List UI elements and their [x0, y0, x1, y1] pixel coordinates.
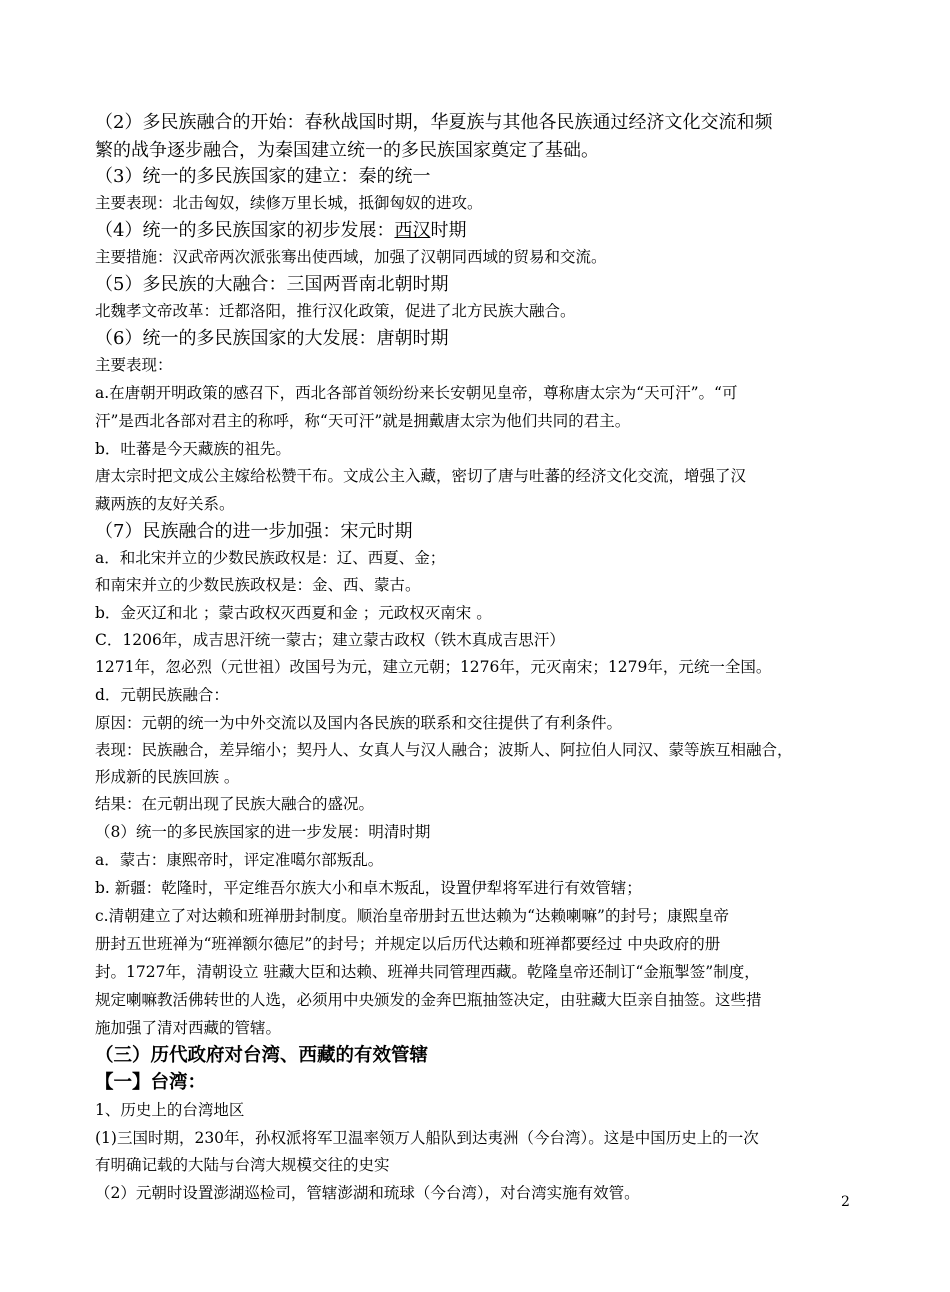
text-line: 繁的战争逐步融合，为秦国建立统一的多民族国家奠定了基础。	[95, 140, 599, 161]
text-line: 和南宋并立的少数民族政权是：金、西、蒙古。	[95, 576, 421, 594]
text-segment: （4）统一的多民族国家的初步发展：	[95, 220, 395, 241]
text-line: a．和北宋并立的少数民族政权是：辽、西夏、金；	[95, 549, 446, 567]
text-line: 原因：元朝的统一为中外交流以及国内各民族的联系和交往提供了有利条件。	[95, 714, 623, 732]
text-line: a.在唐朝开明政策的感召下，西北各部首领纷纷来长安朝见皇帝，尊称唐太宗为“天可汗”。“可	[95, 384, 738, 402]
text-line	[95, 216, 865, 242]
underlined-term: 西汉	[394, 220, 431, 241]
text-line: 结果：在元朝出现了民族大融合的盛况。	[95, 795, 375, 813]
text-line: 1、历史上的台湾地区	[95, 1101, 245, 1119]
text-line: b．金灭辽和北 ；蒙古政权灭西夏和金 ；元政权灭南宋 。	[95, 604, 492, 622]
text-line: （3）统一的多民族国家的建立：秦的统一	[95, 166, 431, 187]
text-line: 规定喇嘛教活佛转世的人选，必须用中央颁发的金奔巴瓶抽签决定，由驻藏大臣亲自抽签。这些措	[95, 991, 762, 1009]
text-line: 表现：民族融合，差异缩小；契丹人、女真人与汉人融合；波斯人、阿拉伯人同汉、蒙等族互相融合，	[95, 741, 793, 759]
text-line: （6）统一的多民族国家的大发展：唐朝时期	[95, 328, 449, 349]
text-line: b．吐蕃是今天藏族的祖先。	[95, 440, 291, 458]
text-line: （8）统一的多民族国家的进一步发展：明清时期	[95, 823, 431, 841]
section-heading: （三）历代政府对台湾、西藏的有效管辖	[95, 1045, 429, 1066]
text-segment: 时期	[430, 220, 467, 241]
text-line: 藏两族的友好关系。	[95, 495, 235, 513]
text-line: C．1206年，成吉思汗统一蒙古；建立蒙古政权（铁木真成吉思汗）	[95, 631, 565, 649]
text-line: 主要表现：北击匈奴，续修万里长城，抵御匈奴的进攻。	[95, 194, 483, 212]
text-line: d．元朝民族融合：	[95, 686, 229, 704]
text-line: 1271年，忽必烈（元世祖）改国号为元，建立元朝；1276年，元灭南宋；1279年，元统一全国。	[95, 658, 772, 676]
text-line: 北魏孝文帝改革：迁都洛阳，推行汉化政策，促进了北方民族大融合。	[95, 302, 576, 320]
text-line: 主要表现：	[95, 356, 173, 374]
text-line: 封。1727年，清朝设立 驻藏大臣和达赖、班禅共同管理西藏。乾隆皇帝还制订“金瓶掣签”制度，	[95, 963, 760, 981]
text-line: 施加强了清对西藏的管辖。	[95, 1019, 282, 1037]
text-line: a．蒙古：康熙帝时，评定准噶尔部叛乱。	[95, 851, 384, 869]
page-number: 2	[841, 1194, 850, 1210]
text-line: 册封五世班禅为“班禅额尔德尼”的封号；并规定以后历代达赖和班禅都要经过 中央政府的册	[95, 935, 721, 953]
text-line: 主要措施：汉武帝两次派张骞出使西域，加强了汉朝同西域的贸易和交流。	[95, 248, 607, 266]
text-line: （2）多民族融合的开始：春秋战国时期，华夏族与其他各民族通过经济文化交流和频	[95, 112, 773, 133]
text-line: 形成新的民族回族 。	[95, 768, 240, 786]
subsection-heading: 【一】台湾：	[95, 1072, 207, 1093]
text-line: 唐太宗时把文成公主嫁给松赞干布。文成公主入藏，密切了唐与吐蕃的经济文化交流，增强了汉	[95, 467, 747, 485]
text-line: （7）民族融合的进一步加强：宋元时期	[95, 521, 413, 542]
text-line: 汗”是西北各部对君主的称呼，称“天可汗”就是拥戴唐太宗为他们共同的君主。	[95, 412, 631, 430]
text-line: （5）多民族的大融合：三国两晋南北朝时期	[95, 274, 449, 295]
text-line: b. 新疆：乾隆时，平定维吾尔族大小和卓木叛乱，设置伊犁将军进行有效管辖；	[95, 879, 642, 897]
text-line: (1)三国时期，230年，孙权派将军卫温率领万人船队到达夷洲（今台湾）。这是中国历史上的一次	[95, 1129, 759, 1147]
text-line: 有明确记载的大陆与台湾大规模交往的史实	[95, 1156, 390, 1174]
text-line: c.清朝建立了对达赖和班禅册封制度。顺治皇帝册封五世达赖为“达赖喇嘛”的封号；康熙皇帝	[95, 907, 729, 925]
text-line: （2）元朝时设置澎湖巡检司，管辖澎湖和琉球（今台湾），对台湾实施有效管。	[95, 1184, 640, 1202]
